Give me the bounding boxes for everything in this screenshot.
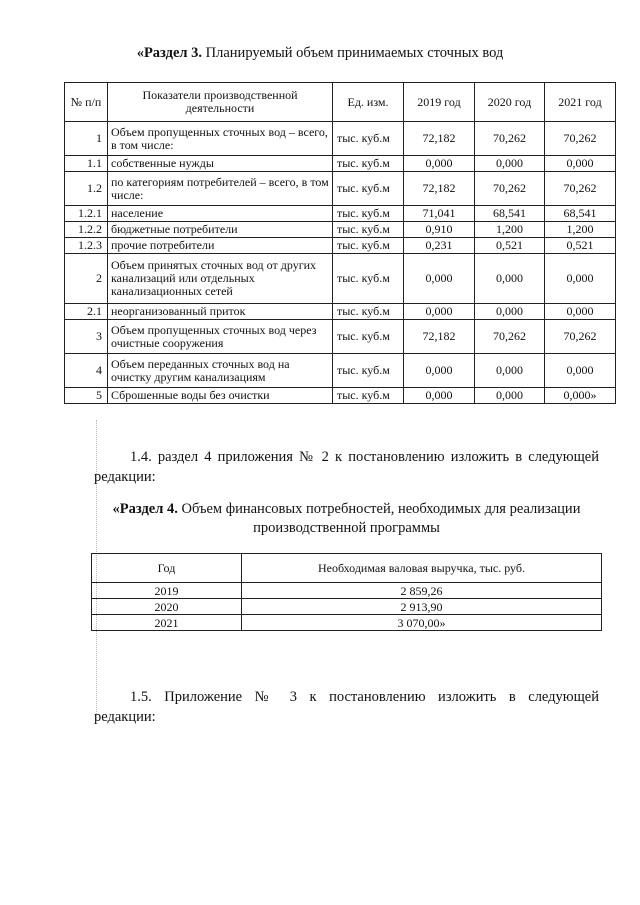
paragraph-1-4-line1: 1.4. раздел 4 приложения № 2 к постановлению изложить в следующей <box>130 449 599 465</box>
table-row <box>65 206 616 222</box>
paragraph-1-4 <box>94 447 599 487</box>
row-year: 2021 <box>92 615 242 631</box>
section-4-title-bold: «Раздел 4. <box>112 501 178 517</box>
row-value-2020: 0,521 <box>475 238 545 254</box>
header-revenue: Необходимая валовая выручка, тыс. руб. <box>242 554 602 583</box>
table-row <box>65 320 616 354</box>
row-year: 2019 <box>92 583 242 599</box>
row-unit: тыс. куб.м <box>333 388 404 404</box>
row-value-2021: 0,000» <box>545 388 616 404</box>
row-unit: тыс. куб.м <box>333 238 404 254</box>
row-value-2019: 0,000 <box>404 156 475 172</box>
header-num: № п/п <box>65 83 108 122</box>
row-value-2020: 1,200 <box>475 222 545 238</box>
table-row <box>65 304 616 320</box>
row-label: Объем пропущенных сточных вод – всего, в том числе: <box>108 122 333 156</box>
row-year: 2020 <box>92 599 242 615</box>
row-num: 2 <box>65 254 108 304</box>
row-value-2020: 70,262 <box>475 172 545 206</box>
row-num: 3 <box>65 320 108 354</box>
section-3-table <box>64 82 616 404</box>
row-value-2019: 0,000 <box>404 254 475 304</box>
row-unit: тыс. куб.м <box>333 172 404 206</box>
section-4-title <box>94 500 599 538</box>
row-value-2021: 0,521 <box>545 238 616 254</box>
row-label: Объем пропущенных сточных вод через очистные сооружения <box>108 320 333 354</box>
row-num: 1.1 <box>65 156 108 172</box>
row-num: 1.2.3 <box>65 238 108 254</box>
paragraph-1-5-line2: редакции: <box>94 709 156 725</box>
row-value-2021: 68,541 <box>545 206 616 222</box>
row-label: по категориям потребителей – всего, в том числе: <box>108 172 333 206</box>
row-unit: тыс. куб.м <box>333 206 404 222</box>
row-value-2021: 70,262 <box>545 320 616 354</box>
row-num: 1 <box>65 122 108 156</box>
section-4-table <box>91 553 602 631</box>
row-num: 1.2 <box>65 172 108 206</box>
row-value-2019: 72,182 <box>404 172 475 206</box>
row-value-2021: 0,000 <box>545 354 616 388</box>
section-3-title-text: Планируемый объем принимаемых сточных вод <box>202 45 504 61</box>
header-year: Год <box>92 554 242 583</box>
row-value-2021: 70,262 <box>545 122 616 156</box>
row-label: Объем принятых сточных вод от других канализаций или отдельных канализационных сетей <box>108 254 333 304</box>
table-row <box>92 615 602 631</box>
row-value-2020: 68,541 <box>475 206 545 222</box>
table-row <box>92 599 602 615</box>
row-value-2019: 72,182 <box>404 320 475 354</box>
row-value-2020: 0,000 <box>475 304 545 320</box>
header-unit: Ед. изм. <box>333 83 404 122</box>
row-unit: тыс. куб.м <box>333 122 404 156</box>
table-row <box>65 156 616 172</box>
row-value-2019: 0,000 <box>404 354 475 388</box>
table-row <box>65 172 616 206</box>
row-value-2021: 0,000 <box>545 254 616 304</box>
row-label: Объем переданных сточных вод на очистку другим канализациям <box>108 354 333 388</box>
row-label: прочие потребители <box>108 238 333 254</box>
row-unit: тыс. куб.м <box>333 156 404 172</box>
row-revenue: 2 859,26 <box>242 583 602 599</box>
row-value-2020: 70,262 <box>475 122 545 156</box>
row-unit: тыс. куб.м <box>333 354 404 388</box>
row-value-2019: 71,041 <box>404 206 475 222</box>
row-value-2019: 72,182 <box>404 122 475 156</box>
section-3-title-bold: «Раздел 3. <box>136 45 203 61</box>
row-value-2020: 0,000 <box>475 156 545 172</box>
row-label: бюджетные потребители <box>108 222 333 238</box>
row-num: 2.1 <box>65 304 108 320</box>
paragraph-1-4-line2: редакции: <box>94 469 156 485</box>
row-label: неорганизованный приток <box>108 304 333 320</box>
row-value-2021: 1,200 <box>545 222 616 238</box>
section-4-title-text: Объем финансовых потребностей, необходимых для реализации производственной программы <box>177 501 581 536</box>
row-value-2020: 70,262 <box>475 320 545 354</box>
row-value-2021: 0,000 <box>545 156 616 172</box>
table-row <box>65 222 616 238</box>
row-label: население <box>108 206 333 222</box>
row-value-2019: 0,910 <box>404 222 475 238</box>
header-2019: 2019 год <box>404 83 475 122</box>
row-value-2020: 0,000 <box>475 354 545 388</box>
row-value-2019: 0,000 <box>404 388 475 404</box>
row-value-2019: 0,000 <box>404 304 475 320</box>
row-unit: тыс. куб.м <box>333 320 404 354</box>
paragraph-1-5-line1: 1.5. Приложение № 3 к постановлению изложить в следующей <box>130 689 599 705</box>
row-revenue: 3 070,00» <box>242 615 602 631</box>
row-value-2020: 0,000 <box>475 254 545 304</box>
table-row <box>65 254 616 304</box>
table-header-row <box>92 554 602 583</box>
table-row <box>65 238 616 254</box>
table-header-row <box>65 83 616 122</box>
paragraph-1-5 <box>94 687 599 727</box>
row-value-2020: 0,000 <box>475 388 545 404</box>
header-2021: 2021 год <box>545 83 616 122</box>
row-num: 1.2.2 <box>65 222 108 238</box>
row-label: Сброшенные воды без очистки <box>108 388 333 404</box>
header-2020: 2020 год <box>475 83 545 122</box>
table-row <box>65 354 616 388</box>
table-row <box>65 122 616 156</box>
row-value-2021: 70,262 <box>545 172 616 206</box>
row-value-2021: 0,000 <box>545 304 616 320</box>
row-unit: тыс. куб.м <box>333 304 404 320</box>
table-row <box>65 388 616 404</box>
row-value-2019: 0,231 <box>404 238 475 254</box>
table-row <box>92 583 602 599</box>
row-num: 4 <box>65 354 108 388</box>
section-3-title <box>0 45 640 62</box>
row-revenue: 2 913,90 <box>242 599 602 615</box>
row-label: собственные нужды <box>108 156 333 172</box>
row-unit: тыс. куб.м <box>333 222 404 238</box>
row-num: 5 <box>65 388 108 404</box>
row-unit: тыс. куб.м <box>333 254 404 304</box>
row-num: 1.2.1 <box>65 206 108 222</box>
header-indicator: Показатели производственной деятельности <box>108 83 333 122</box>
